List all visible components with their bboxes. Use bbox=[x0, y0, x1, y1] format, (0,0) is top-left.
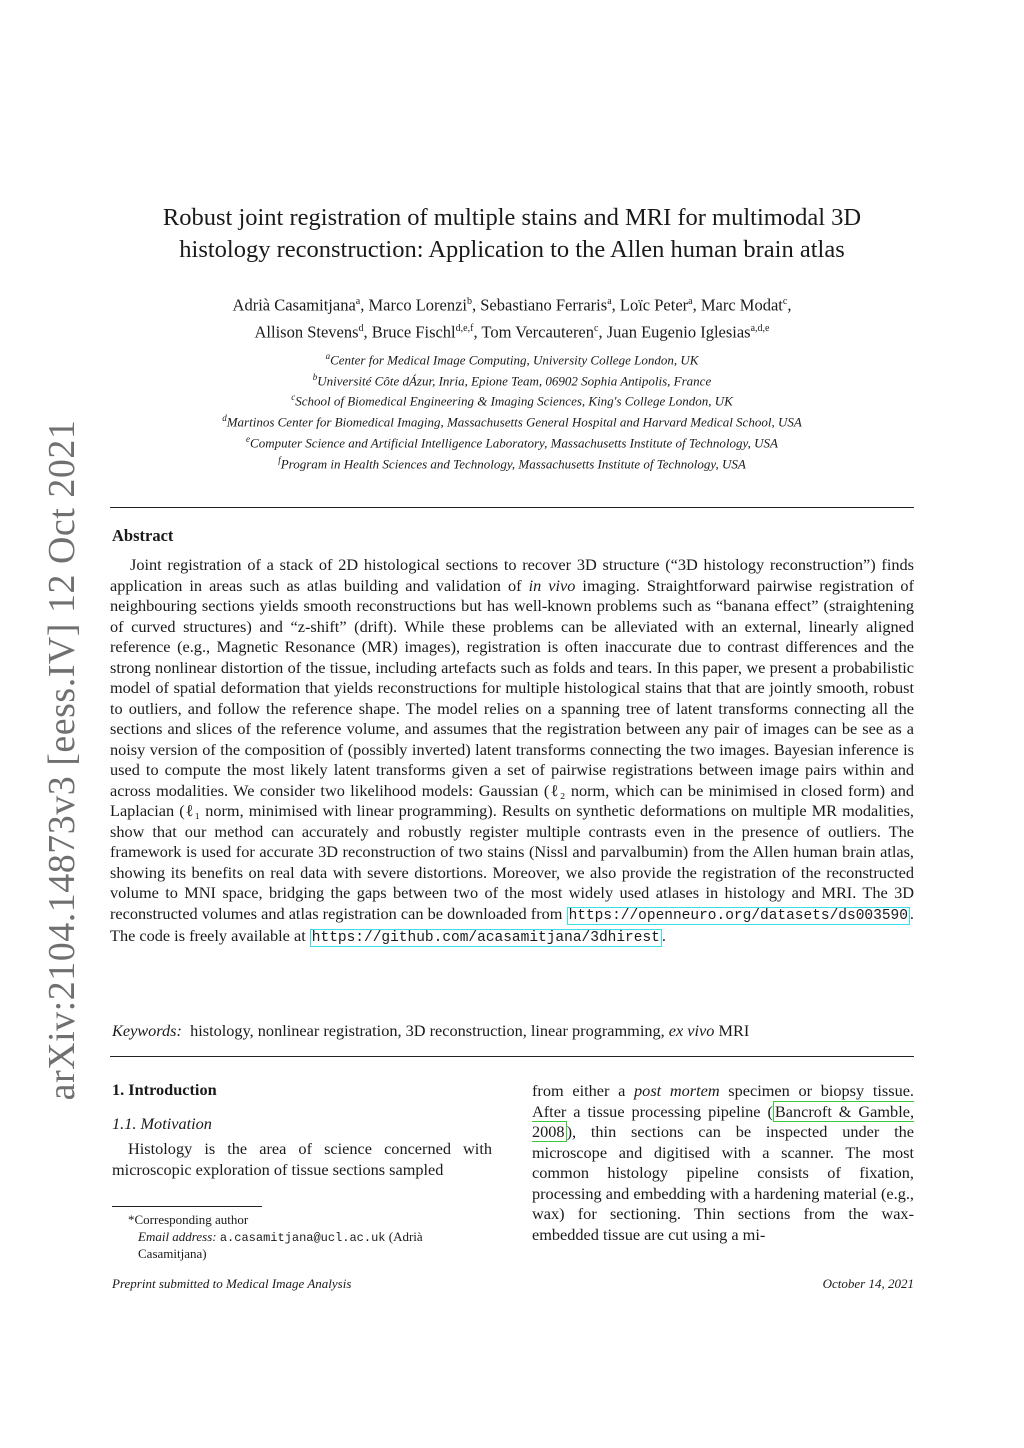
author-line-1: Adrià Casamitjana$^a$, Marco Lorenzi$^b$, Sebastiano Ferraris$^a$, Loïc Peter$^a$, Marc Modat$^c$, bbox=[232, 295, 792, 315]
affiliation-sup: d bbox=[222, 413, 227, 424]
footer-date: October 14, 2021 bbox=[822, 1276, 914, 1291]
author-name: Tom Vercauteren bbox=[481, 322, 595, 341]
affiliation-text: Université Côte dÁzur, Inria, Epione Team, 06902 Sophia Antipolis, France bbox=[317, 373, 712, 389]
affiliation-sup: e bbox=[246, 433, 251, 444]
affiliation-text: Martinos Center for Biomedical Imaging, Massachusetts General Hospital and Harvard Medical School, USA bbox=[226, 414, 802, 430]
section-heading: 1. Introduction bbox=[112, 1080, 217, 1099]
footnote-email bbox=[112, 1229, 492, 1263]
bottom-rule bbox=[110, 1056, 914, 1057]
email-tail: (Adrià Casamitjana) bbox=[138, 1228, 423, 1261]
author-name: Adrià Casamitjana bbox=[232, 295, 356, 315]
top-rule bbox=[110, 507, 914, 508]
affiliation bbox=[110, 389, 914, 410]
affiliation-text: Program in Health Sciences and Technology, Massachusetts Institute of Technology, USA bbox=[280, 456, 746, 471]
keywords-tail: MRI bbox=[714, 1021, 750, 1040]
title-line-2: histology reconstruction: Application to the Allen human brain atlas bbox=[179, 236, 845, 263]
affiliation-text: Center for Medical Image Computing, University College London, UK bbox=[330, 352, 699, 368]
keywords-label: Keywords: bbox=[112, 1021, 182, 1040]
affiliation bbox=[110, 410, 914, 431]
author-sup: a bbox=[607, 296, 612, 307]
abstract-heading: Abstract bbox=[112, 526, 174, 545]
arxiv-stamp: arXiv:2104.14873v3 [eess.IV] 12 Oct 2021 bbox=[41, 419, 83, 1101]
affiliation bbox=[110, 348, 914, 369]
intro-text: from either a bbox=[532, 1081, 635, 1100]
author-sup: b bbox=[467, 296, 472, 307]
affiliation-sup: f bbox=[278, 454, 281, 465]
affiliation bbox=[110, 369, 914, 390]
intro-text: ), thin sections can be inspected under the microscope and digitised with a scanner. The most common histology pipeline consists of fixation, processing and embedding with a hardening material (e.g., wax) for sectioning. Thin sections from the wax-embedded tissue are cut using a mi- bbox=[532, 1122, 914, 1244]
author-sup: c bbox=[594, 322, 599, 334]
author-sup: c bbox=[782, 296, 788, 307]
author-list bbox=[110, 290, 914, 343]
keywords bbox=[112, 1021, 749, 1041]
intro-text: specimen or biopsy tissue. After a tissue processing pipeline ( bbox=[532, 1081, 915, 1121]
affiliation bbox=[110, 431, 914, 452]
affiliation bbox=[110, 452, 914, 473]
title-line-1: Robust joint registration of multiple stains and MRI for multimodal 3D bbox=[162, 204, 862, 231]
abstract-text: imaging. Straightforward pairwise registration of neighbouring sections yields smooth reconstructions but has well-known problems such as “banana effect” (straightening of curved structures) and “z-shift” (drift). While these problems can be alleviated with an external, linearly aligned reference (e.g., Magnetic Resonance (MR) images), registration is often inaccurate due to contrast differences and the strong nonlinear distortion of the tissue, including artefacts such as folds and tears. In this paper, we present a probabilistic model of spatial deformation that yields reconstructions for multiple histological stains that that are jointly smooth, robust to outliers, and follow the reference shape. The model relies on a spanning tree of latent transforms connecting all the sections and slices of the reference volume, and assumes that the registration between any pair of images can be see as a noisy version of the composition of (possibly inverted) latent transforms connecting the two images. Bayesian inference is used to compute the most likely latent transforms given a set of pairwise registrations between image pairs within and across modalities. We consider two likelihood models: Gaussian (ℓ₂ norm, which can be minimised in closed form) and Laplacian (ℓ₁ norm, minimised with linear programming). Results on synthetic deformations on multiple MR modalities, show that our method can accurately and robustly register multiple contrasts even in the presence of outliers. The framework is used for accurate 3D reconstruction of two stains (Nissl and parvalbumin) from the Allen human brain atlas, showing its benefits on real data with severe distortions. Moreover, we also provide the registration of the reconstructed volume to MNI space, bridging the gaps between two of the most widely used atlases in histology and MRI. The 3D reconstructed volumes and atlas registration can be downloaded from bbox=[110, 575, 914, 923]
author-name: Juan Eugenio Iglesias bbox=[606, 322, 751, 341]
author-name: Marc Modat bbox=[700, 295, 783, 315]
author-name: Allison Stevens bbox=[254, 322, 359, 341]
intro-italic: post mortem bbox=[634, 1081, 720, 1100]
abstract-text: . The code is freely available at bbox=[110, 903, 914, 945]
author-line-2: Allison Stevens$^d$, Bruce Fischl$^{d,e,f}$, Tom Vercauteren$^c$, Juan Eugenio Iglesias$^{a,d,e}$ bbox=[254, 322, 770, 341]
email-address[interactable]: a.casamitjana@ucl.ac.uk bbox=[219, 1230, 386, 1245]
author-sup: a bbox=[688, 296, 693, 307]
intro-left-paragraph: Histology is the area of science concerned with microscopic exploration of tissue sections sampled bbox=[112, 1139, 492, 1179]
subsection-heading: 1.1. Motivation bbox=[112, 1114, 212, 1133]
author-sup: d bbox=[358, 322, 364, 334]
affiliation-sup: a bbox=[325, 351, 331, 361]
code-link[interactable]: https://github.com/acasamitjana/3dhirest bbox=[311, 930, 660, 946]
abstract-body bbox=[110, 555, 914, 949]
abstract-text: Joint registration of a stack of 2D histological sections to recover 3D structure (“3D histology reconstruction”) finds application in areas such as atlas building and validation of bbox=[110, 555, 914, 595]
keywords-italic: ex vivo bbox=[668, 1021, 715, 1040]
email-label: Email address: bbox=[138, 1228, 220, 1244]
affiliations bbox=[110, 348, 914, 472]
footnote-corresponding: *Corresponding author bbox=[128, 1212, 249, 1227]
affiliation-text: Computer Science and Artificial Intelligence Laboratory, Massachusetts Institute of Technology, USA bbox=[250, 435, 778, 451]
affiliation-text: School of Biomedical Engineering & Imaging Sciences, King's College London, UK bbox=[295, 393, 733, 409]
footnote-rule bbox=[112, 1206, 262, 1207]
author-name: Loïc Peter bbox=[619, 295, 689, 315]
abstract-italic: in vivo bbox=[528, 575, 576, 595]
affiliation-sup: b bbox=[312, 371, 318, 382]
author-name: Bruce Fischl bbox=[371, 322, 456, 341]
dataset-link[interactable]: https://openneuro.org/datasets/ds003590 bbox=[568, 907, 908, 924]
author-sup: a bbox=[355, 296, 361, 307]
author-name: Marco Lorenzi bbox=[368, 295, 467, 315]
keywords-text: histology, nonlinear registration, 3D reconstruction, linear programming, bbox=[190, 1021, 669, 1040]
paper-title bbox=[110, 202, 914, 266]
affiliation-sup: c bbox=[291, 392, 296, 403]
footnote bbox=[112, 1212, 492, 1263]
intro-right-paragraph bbox=[532, 1081, 914, 1245]
citation-link[interactable]: Bancroft & Gamble, 2008 bbox=[532, 1101, 915, 1141]
abstract-text: . bbox=[661, 926, 666, 945]
author-name: Sebastiano Ferraris bbox=[480, 295, 608, 315]
author-sup: d,e,f bbox=[455, 322, 474, 334]
author-sup: a,d,e bbox=[750, 322, 770, 334]
preprint-note: Preprint submitted to Medical Image Analysis bbox=[112, 1276, 352, 1291]
